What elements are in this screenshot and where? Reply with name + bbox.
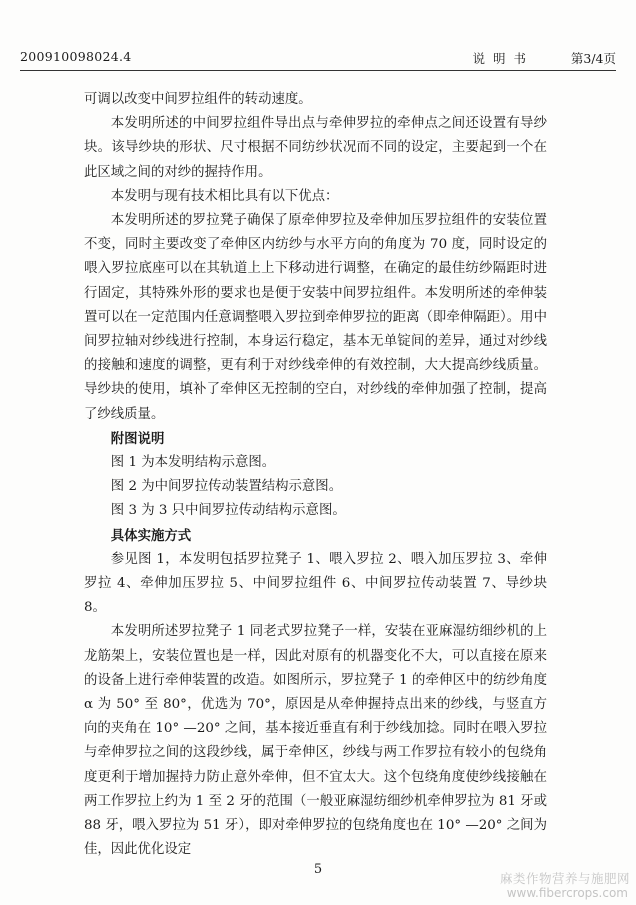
section-heading-embodiment: 具体实施方式	[110, 527, 192, 544]
figure-caption-1: 图 1 为本发明结构示意图。	[110, 455, 276, 471]
paragraph-continuation: 可调以改变中间罗拉组件的转动速度。	[84, 92, 312, 107]
figure-caption-3: 图 3 为 3 只中间罗拉传动结构示意图。	[110, 503, 346, 519]
watermark-site-name: 麻类作物营养与施肥网	[499, 871, 630, 886]
watermark-site-url: www.fibercrops.com	[506, 886, 628, 900]
paragraph-guide-block: 本发明所述的中间罗拉组件导出点与牵伸罗拉的牵伸点之间还设置有导纱块。该导纱块的形状、尺寸根据不同纺纱状况而不同的设定，主要起到一个在此区域之间的对纱的握持作用。	[84, 116, 547, 180]
figure-caption-2: 图 2 为中间罗拉传动装置结构示意图。	[110, 479, 343, 495]
page-header	[20, 44, 616, 71]
page-of-total: 第3/4页	[570, 51, 616, 66]
document-body	[84, 88, 547, 863]
application-number: 200910098024.4	[20, 49, 132, 64]
paragraph-advantages: 本发明所述的罗拉凳子确保了原牵伸罗拉及牵伸加压罗拉组件的安装位置不变，同时主要改变了牵伸区内纺纱与水平方向的角度为 70 度，同时设定的喂入罗拉底座可以在其轨道上上下移动进行调整，在确定的最佳纺纱隔距时进行固定，其特殊外形的要求也是便于安装中间罗拉组件。本发明所述的牵伸装置可以在一定范围内任意调整喂入罗拉到牵伸罗拉的距离（即牵伸隔距）。用中间罗拉轴对纱线进行控制，本身运行稳定，基本无单锭间的差异，通过对纱线的接触和速度的调整，更有利于对纱线牵伸的有效控制，大大提高纱线质量。导纱块的使用，填补了牵伸区无控制的空白，对纱线的牵伸加强了控制，提高了纱线质量。	[84, 213, 547, 422]
paragraph-components: 参见图 1，本发明包括罗拉凳子 1、喂入罗拉 2、喂入加压罗拉 3、牵伸罗拉 4、牵伸加压罗拉 5、中间罗拉组件 6、中间罗拉传动装置 7、导纱块 8。	[84, 551, 547, 616]
paragraph-advantages-intro: 本发明与现有技术相比具有以下优点：	[110, 188, 339, 204]
page-number: 5	[313, 862, 323, 877]
section-heading-figures: 附图说明	[110, 430, 165, 447]
paragraph-roller-stand: 本发明所述罗拉凳子 1 同老式罗拉凳子一样，安装在亚麻湿纺细纱机的上龙筋架上，安装位置也是一样，因此对原有的机器变化不大，可以直接在原来的设备上进行牵伸装置的改造。如图所示，罗拉凳子 1 的牵伸区中的纺纱角度α 为 50° 至 80°，优选为 70°，原因是从牵伸握持点出来的纱线，与竖直方向的夹角在 10° —20° 之间，基本接近垂直有利于纱线加捻。同时在喂入罗拉与牵伸罗拉之间的这段纱线，属于牵伸区，纱线与两工作罗拉有较小的包绕角度更利于增加握持力防止意外牵伸，但不宜太大。这个包绕角度使纱线接触在两工作罗拉上约为 1 至 2 牙的范围（一般亚麻湿纺细纱机牵伸罗拉为 81 牙或 88 牙，喂入罗拉为 51 牙），即对牵伸罗拉的包绕角度也在 10° —20° 之间为佳，因此优化设定	[84, 624, 547, 858]
document-type: 说明书	[472, 51, 534, 66]
